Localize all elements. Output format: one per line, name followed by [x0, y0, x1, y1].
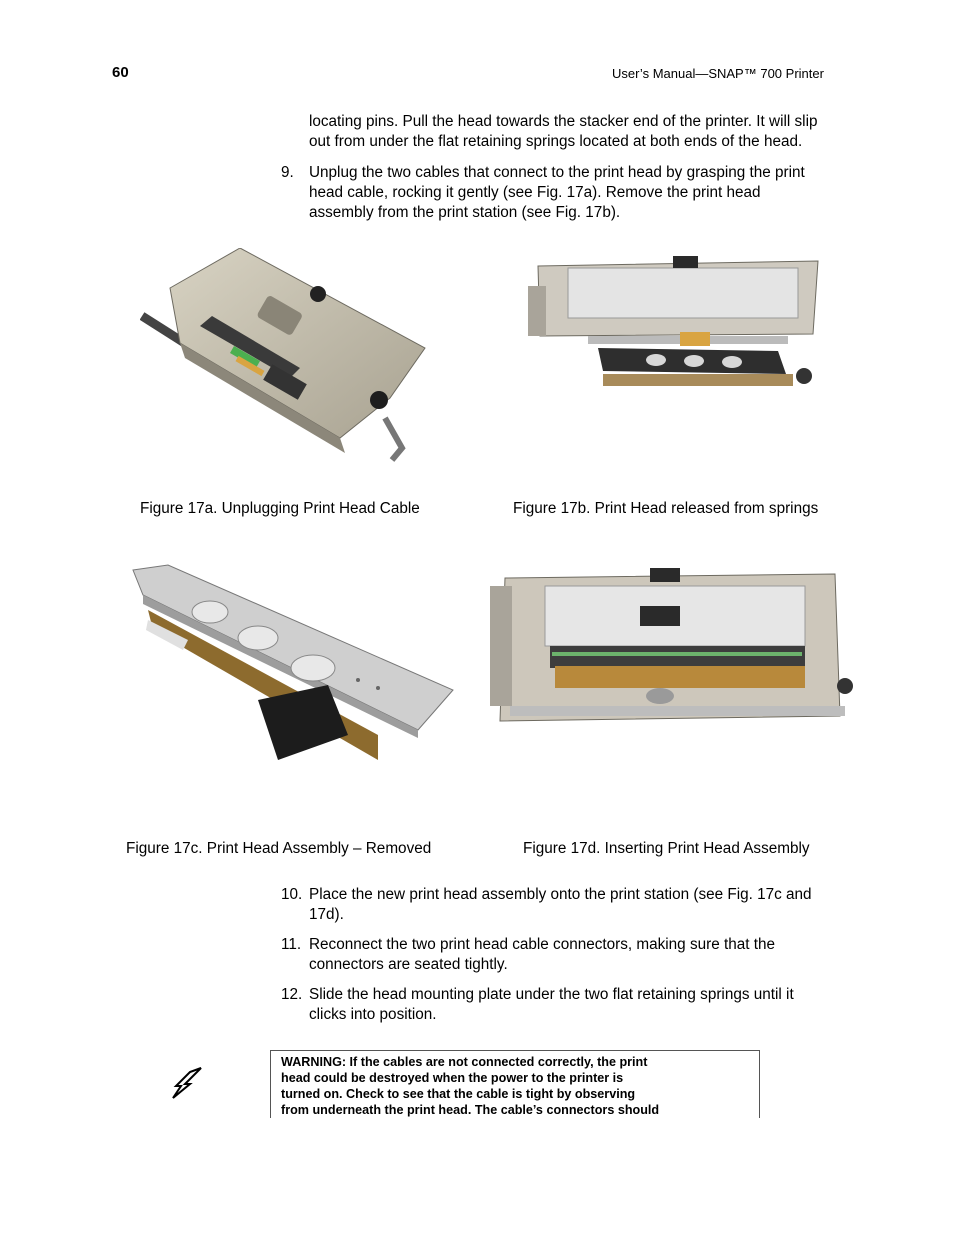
- step-number: 10.: [281, 886, 303, 903]
- text-line: clicks into position.: [309, 1006, 437, 1023]
- figure-17d-image: [490, 566, 865, 734]
- step-11: [281, 935, 861, 977]
- text-line: Slide the head mounting plate under the two flat retaining springs until it: [309, 986, 794, 1003]
- warning-line: turned on. Check to see that the cable is tight by observing: [281, 1087, 636, 1101]
- text-line: 17d).: [309, 906, 344, 923]
- page-number: 60: [112, 64, 129, 81]
- figure-17d-caption: Figure 17d. Inserting Print Head Assembly: [523, 840, 810, 857]
- step-9: [281, 163, 861, 225]
- text-line: head cable, rocking it gently (see Fig. 17a). Remove the print head: [309, 184, 761, 201]
- warning-line: WARNING: If the cables are not connected correctly, the print: [281, 1055, 648, 1069]
- text-line: locating pins. Pull the head towards the stacker end of the printer. It will slip: [309, 113, 818, 130]
- figure-17a-image: [140, 248, 430, 463]
- step-text: [309, 935, 861, 975]
- figure-17c-image: [128, 560, 458, 770]
- warning-line: from underneath the print head. The cable’s connectors should: [281, 1103, 660, 1117]
- step-number: 11.: [281, 936, 302, 953]
- figure-17b-image: [528, 256, 830, 398]
- step-10: [281, 885, 861, 927]
- lightning-bolt-icon: [170, 1066, 204, 1100]
- text-line: Place the new print head assembly onto the print station (see Fig. 17c and: [309, 886, 812, 903]
- step-12: [281, 985, 861, 1027]
- figure-17b-caption: Figure 17b. Print Head released from springs: [513, 500, 819, 517]
- figure-17a-caption: Figure 17a. Unplugging Print Head Cable: [140, 500, 420, 517]
- text-line: Reconnect the two print head cable connectors, making sure that the: [309, 936, 775, 953]
- text-line: Unplug the two cables that connect to the print head by grasping the print: [309, 164, 805, 181]
- text-line: assembly from the print station (see Fig. 17b).: [309, 204, 621, 221]
- step-text: [309, 885, 861, 925]
- text-line: out from under the flat retaining springs located at both ends of the head.: [309, 133, 803, 150]
- step-number: 12.: [281, 986, 303, 1003]
- warning-line: head could be destroyed when the power to the printer is: [281, 1071, 624, 1085]
- step-text: [309, 163, 861, 223]
- running-header-title: User’s Manual—SNAP™ 700 Printer: [612, 66, 824, 81]
- text-line: connectors are seated tightly.: [309, 956, 508, 973]
- continuation-paragraph: [309, 112, 869, 152]
- figure-17c-caption: Figure 17c. Print Head Assembly – Removed: [126, 840, 432, 857]
- warning-box: [270, 1050, 760, 1118]
- step-number: 9.: [281, 164, 294, 181]
- step-text: [309, 985, 861, 1025]
